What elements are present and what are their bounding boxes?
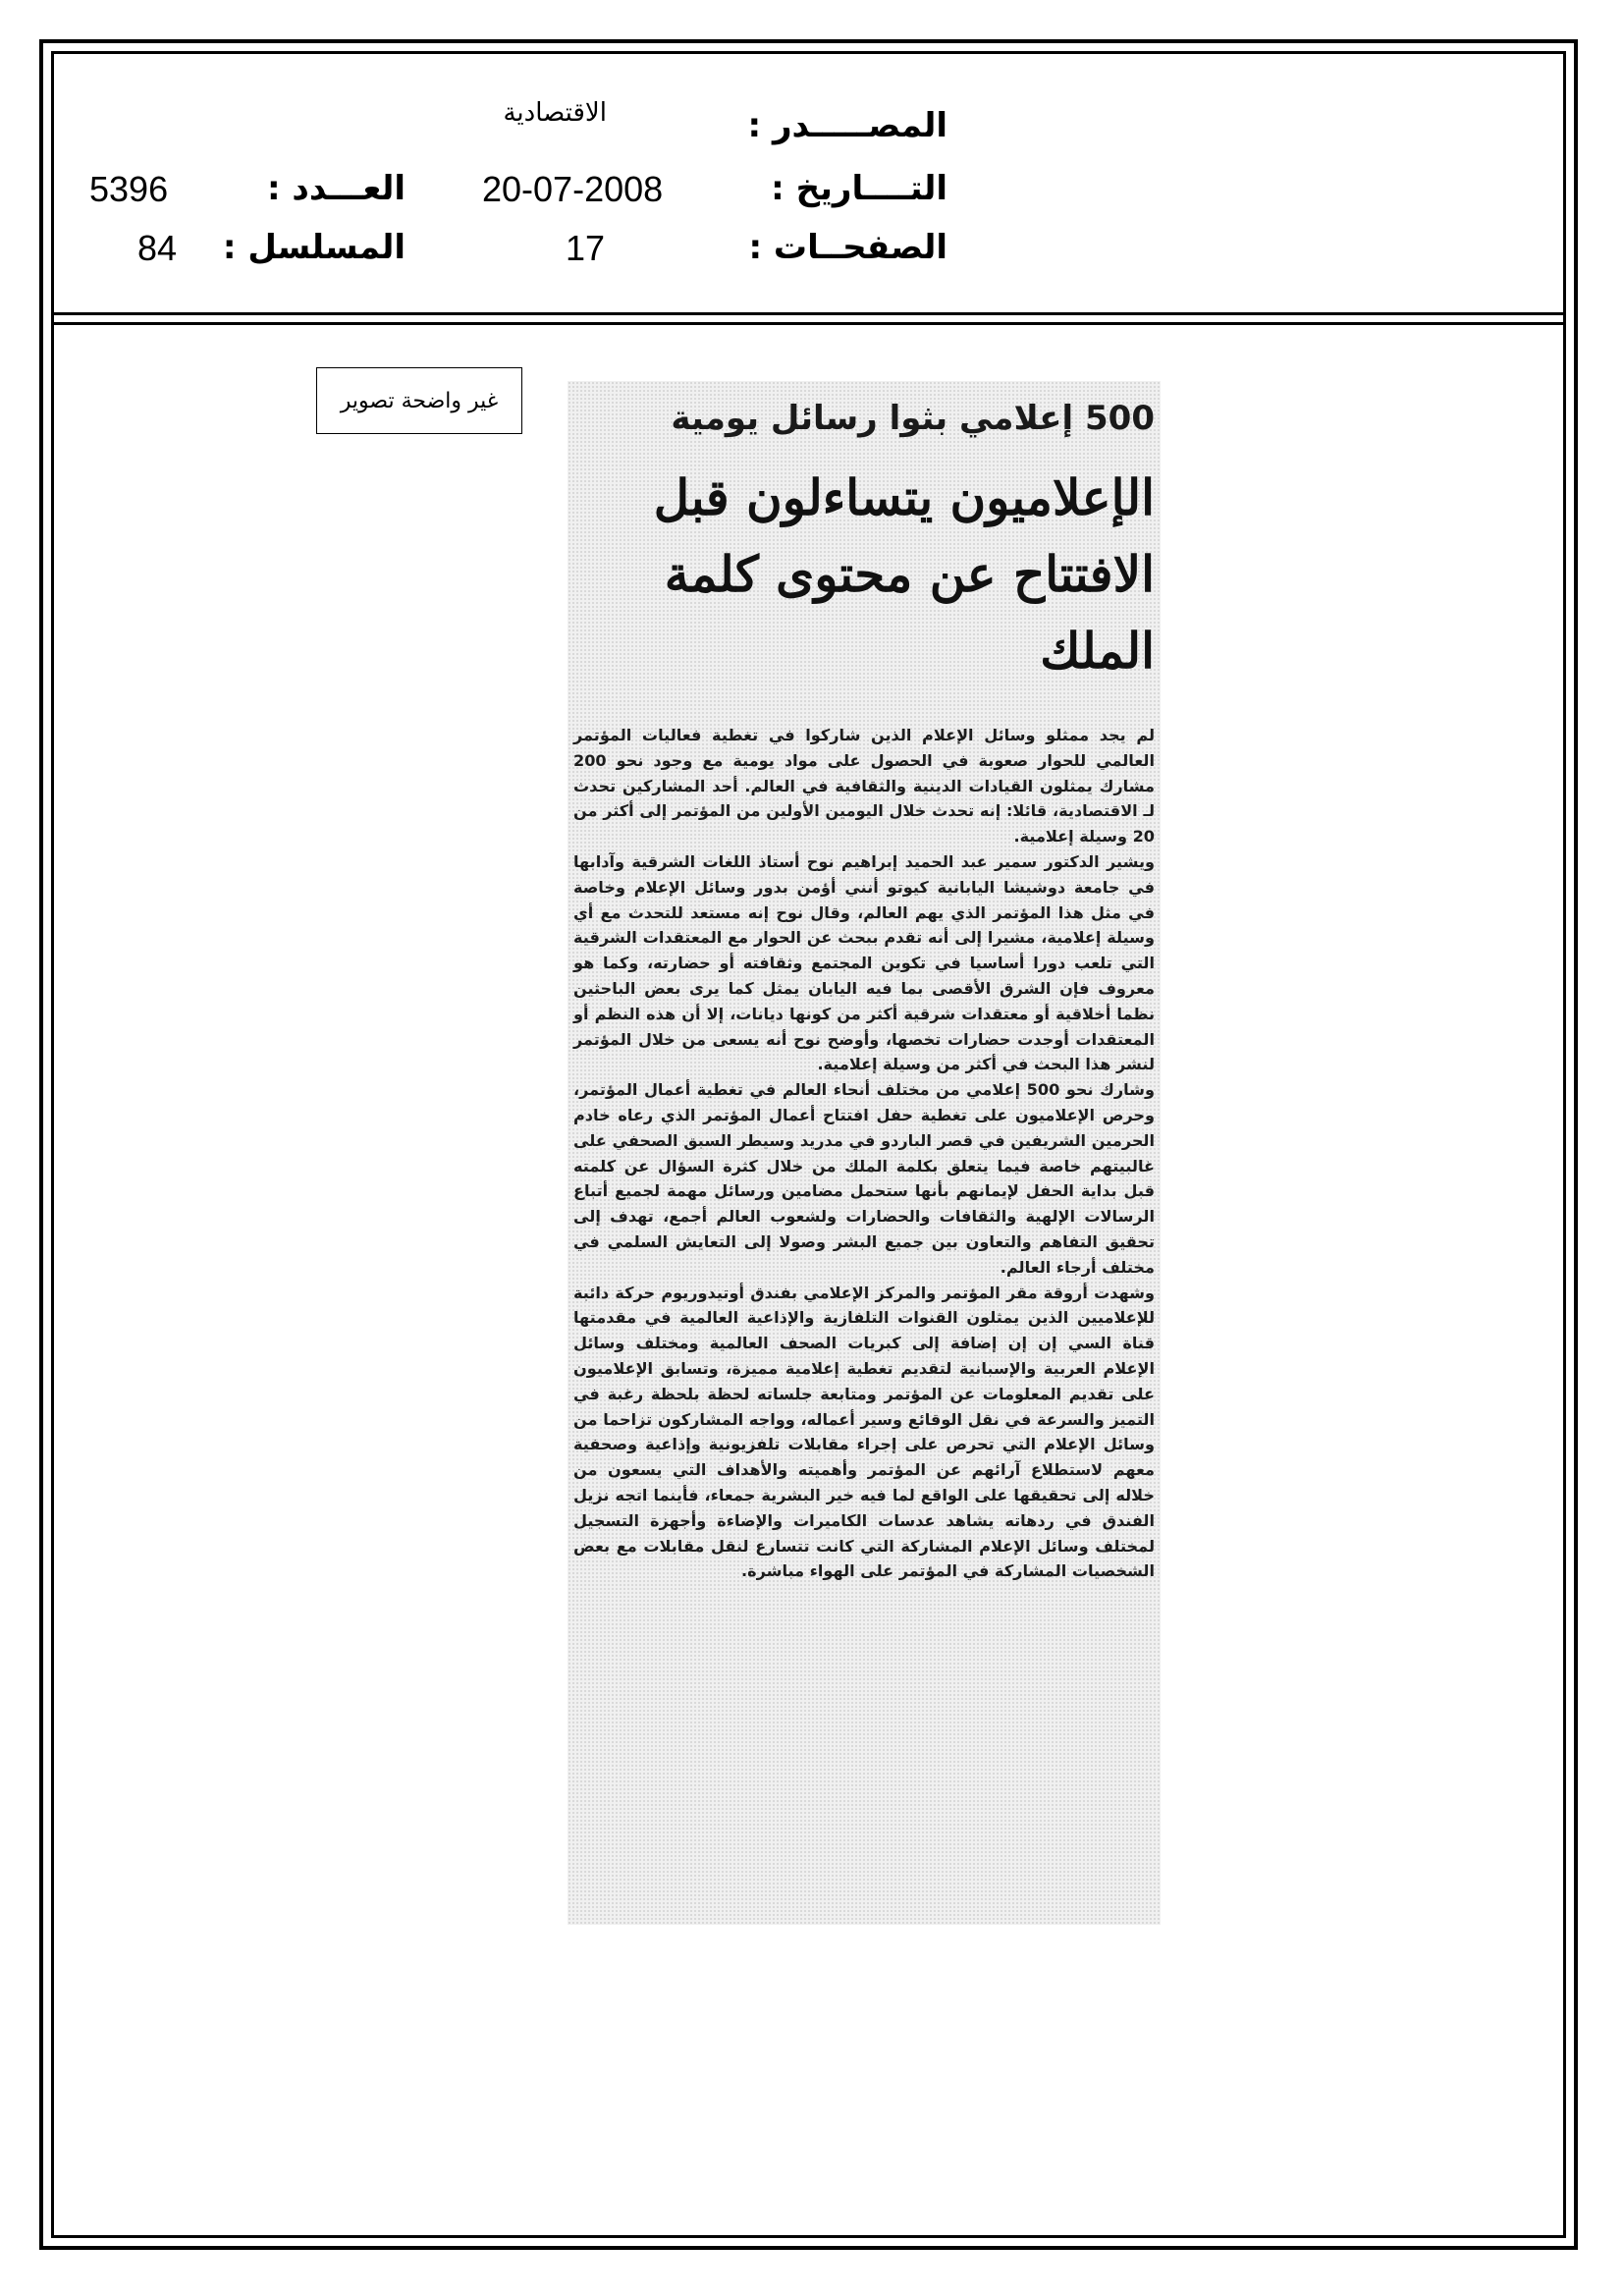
article-headline: [573, 460, 1155, 689]
headline-line-1: الإعلاميون يتساءلون قبل: [653, 468, 1155, 526]
serial-value: 84: [137, 228, 178, 268]
header-divider-bottom: [51, 322, 1566, 325]
article-paragraph: وشارك نحو 500 إعلامي من مختلف أنحاء العالم في تغطية أعمال المؤتمر، وحرص الإعلاميون على تغطية حفل افتتاح أعمال المؤتمر الذي رعاه خادم الحرمين الشريفين في قصر الباردو في مدريد وسيطر السبق الصحفي على غالبيتهم خاصة فيما يتعلق بكلمة الملك من خلال كثرة السؤال عن كلمته قبل بداية الحفل لإيمانهم بأنها ستحمل مضامين ورسائل مهمة لجميع أتباع الرسالات الإلهية والثقافات والحضارات ولشعوب العالم أجمع، تهدف إلى تحقيق التفاهم والتعاون بين جميع البشر وصولا إلى التعايش السلمي في مختلف أرجاء العالم.: [573, 1080, 1155, 1277]
headline-line-2: الافتتاح عن محتوى كلمة الملك: [664, 545, 1155, 680]
article-paragraph: ويشير الدكتور سمير عبد الحميد إبراهيم نوح أستاذ اللغات الشرقية وآدابها في جامعة دوشيشا اليابانية كيوتو أنني أؤمن بدور وسائل الإعلام وخاصة في مثل هذا المؤتمر الذي يهم العالم، وقال نوح إنه مستعد للتحدث مع أي وسيلة إعلامية، مشيرا إلى أنه تقدم ببحث عن الحوار مع المعتقدات الشرقية التي تلعب دورا أساسيا في تكوين المجتمع وثقافته أو حضارته، وكما هو معروف فإن الشرق الأقصى بما فيه اليابان يمثل كما يرى بعض الباحثين نظما أخلاقية أو معتقدات شرقية أكثر من كونها ديانات، إلا أن هذه النظم أو المعتقدات أوجدت حضارات تخصها، وأوضح نوح أنه يسعى من خلال المؤتمر لنشر هذا البحث في أكثر من وسيلة إعلامية.: [573, 851, 1155, 1074]
pages-value: 17: [566, 228, 606, 268]
pages-label: الصفحــات :: [748, 228, 947, 267]
date-label: التــــاريخ :: [771, 169, 947, 208]
source-value: الاقتصادية: [503, 98, 607, 128]
header-divider-top: [51, 312, 1566, 315]
scan-quality-note: غير واضحة تصوير: [316, 367, 522, 434]
article-paragraph: لم يجد ممثلو وسائل الإعلام الذين شاركوا في تغطية فعاليات المؤتمر العالمي للحوار صعوبة في الحصول على مواد يومية مع وجود نحو 200 مشارك يمثلون القيادات الدينية والثقافية في العالم. أحد المشاركين تحدث لـ الاقتصادية، قائلا: إنه تحدث خلال اليومين الأولين من المؤتمر إلى أكثر من 20 وسيلة إعلامية.: [573, 726, 1155, 847]
serial-label: المسلسل :: [222, 228, 406, 267]
issue-value: 5396: [89, 169, 169, 209]
article-supra-title: 500 إعلامي بثوا رسائل يومية: [671, 399, 1155, 438]
issue-label: العـــدد :: [267, 169, 406, 208]
source-label: المصـــــدر :: [747, 106, 947, 145]
article-paragraph: وشهدت أروقة مقر المؤتمر والمركز الإعلامي بفندق أوتيدوريوم حركة دائبة للإعلاميين الذين يمثلون القنوات التلفازية والإذاعية العالمية في مقدمتها قناة السي إن إن إضافة إلى كبريات الصحف العالمية ومختلف وسائل الإعلام العربية والإسبانية لتقديم تغطية إعلامية مميزة، وتسابق الإعلاميون على تقديم المعلومات عن المؤتمر ومتابعة جلساته لحظة بلحظة رغبة في التميز والسرعة في نقل الوقائع وسير أعماله، وواجه المشاركون تزاحما من وسائل الإعلام التي تحرص على إجراء مقابلات تلفزيونية وإذاعية وصحفية معهم لاستطلاع آرائهم عن المؤتمر وأهميته والأهداف التي يسعون من خلاله إلى تحقيقها على الواقع لما فيه خير البشرية جمعاء، فأينما اتجه نزيل الفندق في ردهاته يشاهد عدسات الكاميرات والإضاءة وأجهزة التسجيل لمختلف وسائل الإعلام المشاركة التي كانت تتسارع لنقل مقابلات مع بعض الشخصيات المشاركة في المؤتمر على الهواء مباشرة.: [573, 1283, 1155, 1581]
newspaper-clipping: [568, 381, 1161, 1925]
article-body: [573, 723, 1155, 1584]
date-value: 20-07-2008: [482, 169, 664, 209]
